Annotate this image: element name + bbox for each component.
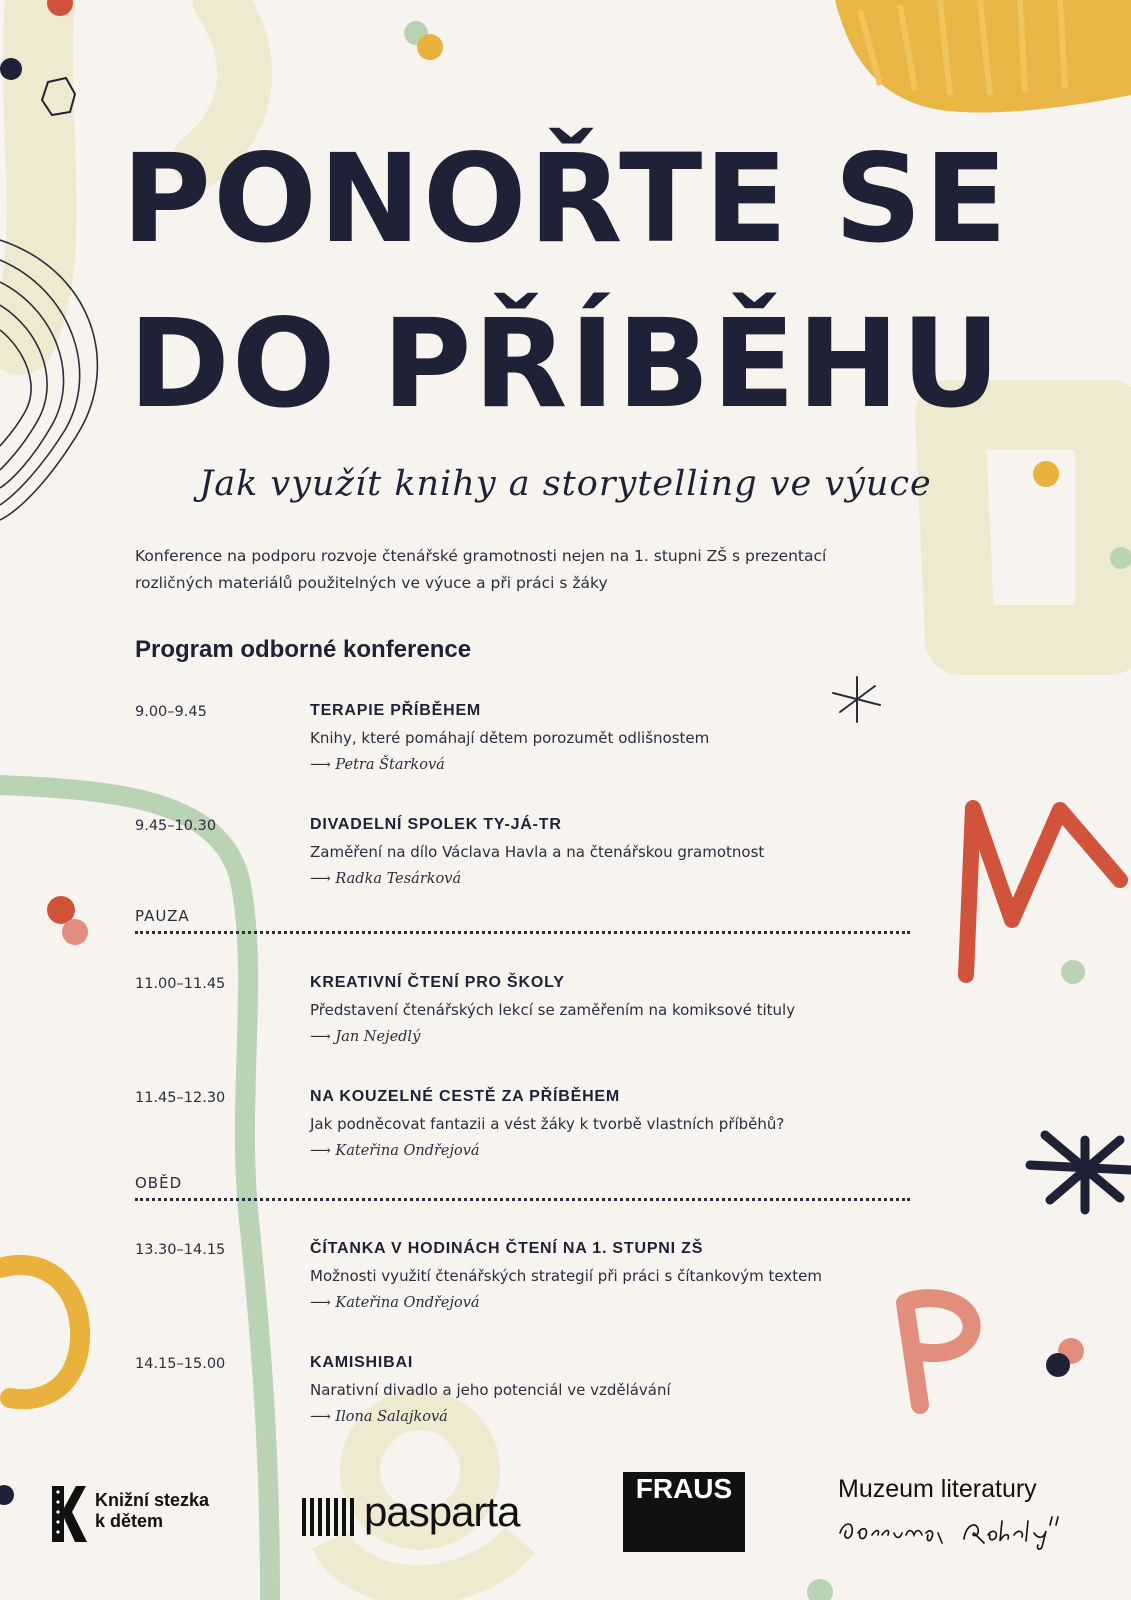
session-title: NA KOUZELNÉ CESTĚ ZA PŘÍBĚHEM bbox=[310, 1088, 621, 1105]
session-title: KREATIVNÍ ČTENÍ PRO ŠKOLY bbox=[310, 974, 565, 991]
logo-fraus bbox=[623, 1472, 745, 1552]
session-description: Knihy, které pomáhají dětem porozumět odlišnostem bbox=[310, 729, 710, 747]
session-speaker: ⟶ Radka Tesárková bbox=[310, 871, 462, 887]
session-time: 14.15–15.00 bbox=[135, 1356, 226, 1372]
intro-line: Konference na podporu rozvoje čtenářské gramotnosti nejen na 1. stupni ZŠ s prezentací bbox=[135, 547, 827, 565]
session-time: 13.30–14.15 bbox=[135, 1242, 226, 1258]
session-speaker: ⟶ Petra Štarková bbox=[310, 757, 445, 773]
session-title: ČÍTANKA V HODINÁCH ČTENÍ NA 1. STUPNI ZŠ bbox=[310, 1240, 704, 1257]
session-description: Jak podněcovat fantazii a vést žáky k tvorbě vlastních příběhů? bbox=[310, 1115, 785, 1133]
session-time: 11.45–12.30 bbox=[135, 1090, 226, 1106]
session-title: KAMISHIBAI bbox=[310, 1354, 414, 1371]
break-label-lunch: OBĚD bbox=[135, 1174, 183, 1192]
session-description: Zaměření na dílo Václava Havla a na čtenářskou gramotnost bbox=[310, 843, 765, 861]
session-speaker: ⟶ Kateřina Ondřejová bbox=[310, 1295, 480, 1311]
logo-knizni-stezka bbox=[48, 1484, 248, 1544]
session-title: DIVADELNÍ SPOLEK TY-JÁ-TR bbox=[310, 816, 562, 833]
divider bbox=[135, 1198, 910, 1201]
signature-icon bbox=[838, 1511, 1068, 1551]
logo-pasparta bbox=[302, 1488, 552, 1540]
session-time: 9.00–9.45 bbox=[135, 704, 207, 720]
logo-text: k dětem bbox=[95, 1511, 164, 1531]
session-description: Možnosti využití čtenářských strategií při práci s čítankovým textem bbox=[310, 1267, 822, 1285]
session-title: TERAPIE PŘÍBĚHEM bbox=[310, 702, 482, 719]
logo-text: pasparta bbox=[364, 1488, 520, 1535]
session-speaker: ⟶ Ilona Salajková bbox=[310, 1409, 448, 1425]
k-logo-icon bbox=[48, 1484, 88, 1544]
divider bbox=[135, 931, 910, 934]
intro-line: rozličných materiálů použitelných ve výuce a při práci s žáky bbox=[135, 574, 608, 592]
program-heading: Program odborné konference bbox=[135, 636, 472, 663]
page-title-line1: PONOŘTE SE bbox=[121, 128, 1010, 270]
session-speaker: ⟶ Kateřina Ondřejová bbox=[310, 1143, 480, 1159]
session-time: 11.00–11.45 bbox=[135, 976, 226, 992]
intro-text bbox=[135, 543, 895, 597]
barcode-icon bbox=[302, 1498, 362, 1536]
logo-text: Muzeum literatury bbox=[838, 1475, 1037, 1503]
logo-text: FRAUS bbox=[635, 1473, 733, 1504]
session-description: Představení čtenářských lekcí se zaměřením na komiksové tituly bbox=[310, 1001, 796, 1019]
page-title-line2: DO PŘÍBĚHU bbox=[128, 293, 1003, 435]
logo-text: Knižní stezka bbox=[95, 1490, 210, 1510]
break-label-pause: PAUZA bbox=[135, 907, 190, 925]
session-speaker: ⟶ Jan Nejedlý bbox=[310, 1029, 421, 1045]
logo-muzeum-literatury bbox=[838, 1475, 1068, 1555]
page-subtitle: Jak využít knihy a storytelling ve výuce bbox=[199, 464, 932, 504]
session-description: Narativní divadlo a jeho potenciál ve vzdělávání bbox=[310, 1381, 671, 1399]
session-time: 9.45–10.30 bbox=[135, 818, 217, 834]
